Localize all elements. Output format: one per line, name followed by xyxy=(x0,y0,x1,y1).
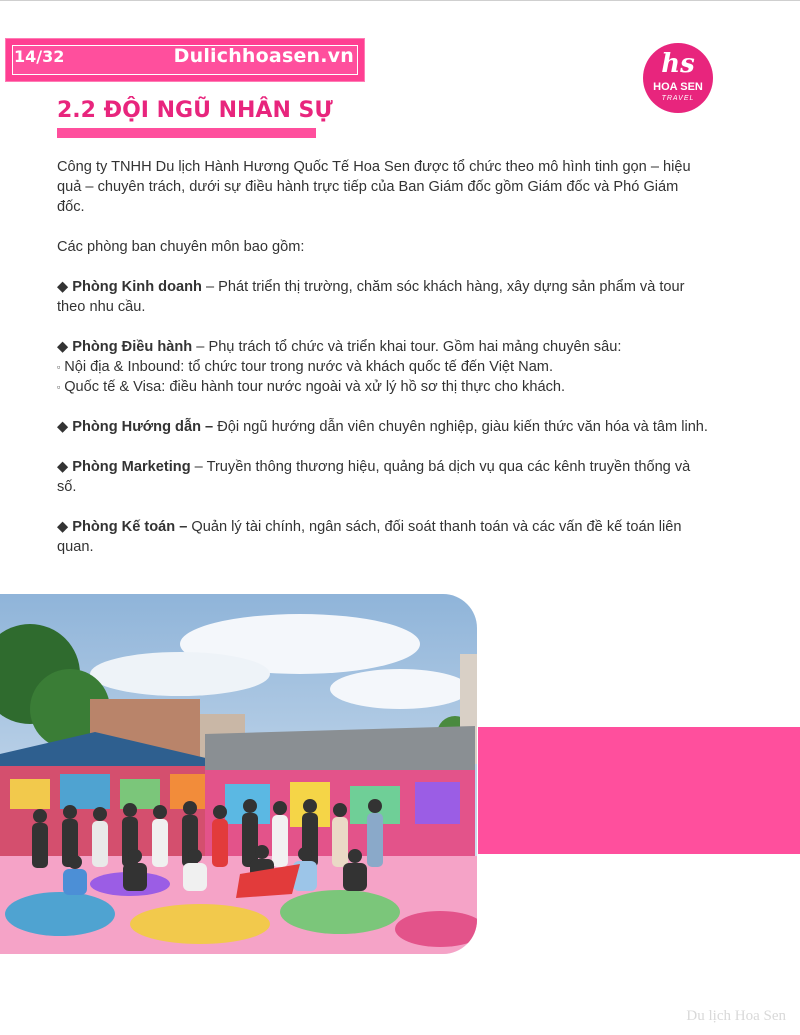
diamond-bullet-icon: ◆ xyxy=(57,419,69,435)
department-item xyxy=(57,417,709,437)
logo-name: HOA SEN xyxy=(653,81,703,93)
department-description: – Phụ trách tổ chức và triển khai tour. Gồm hai mảng chuyên sâu: xyxy=(192,339,622,355)
sub-item xyxy=(57,357,709,377)
page-number: 14/32 xyxy=(14,47,65,66)
watermark: Du lịch Hoa Sen xyxy=(686,1008,786,1024)
site-name[interactable]: Dulichhoasen.vn xyxy=(173,45,354,67)
header-bar xyxy=(5,38,365,82)
department-name: Phòng Hướng dẫn – xyxy=(72,419,214,435)
title-underline xyxy=(57,128,316,138)
department-item xyxy=(57,517,709,557)
diamond-bullet-icon: ◆ xyxy=(57,459,69,475)
department-name: Phòng Marketing xyxy=(72,459,191,475)
sub-item-text: Quốc tế & Visa: điều hành tour nước ngoài và xử lý hồ sơ thị thực cho khách. xyxy=(64,379,566,395)
team-group-photo xyxy=(0,594,477,954)
diamond-bullet-icon: ◆ xyxy=(57,279,69,295)
section-content xyxy=(57,157,709,577)
department-description: – Phát triển thị trường, chăm sóc khách hàng, xây dựng sản phẩm và tour theo nhu cầu. xyxy=(57,279,685,315)
section-title: 2.2 ĐỘI NGŨ NHÂN SỰ xyxy=(57,98,333,123)
top-rule xyxy=(0,0,800,1)
department-item xyxy=(57,337,709,397)
square-bullet-icon: ▫ xyxy=(57,382,61,392)
sub-item xyxy=(57,377,709,397)
department-name: Phòng Kế toán – xyxy=(72,519,188,535)
department-item xyxy=(57,277,709,317)
square-bullet-icon: ▫ xyxy=(57,362,61,372)
department-name: Phòng Điều hành xyxy=(72,339,193,355)
pink-accent-block xyxy=(478,727,800,854)
diamond-bullet-icon: ◆ xyxy=(57,519,69,535)
department-description: Đội ngũ hướng dẫn viên chuyên nghiệp, giàu kiến thức văn hóa và tâm linh. xyxy=(213,419,708,435)
department-description: – Truyền thông thương hiệu, quảng bá dịch vụ qua các kênh truyền thống và số. xyxy=(57,459,691,495)
intro-paragraph: Công ty TNHH Du lịch Hành Hương Quốc Tế Hoa Sen được tổ chức theo mô hình tinh gọn – hiệu quả – chuyên trách, dưới sự điều hành trực tiếp của Ban Giám đốc gồm Giám đốc và Phó Giám đốc. xyxy=(57,159,691,215)
department-item xyxy=(57,457,709,497)
logo-mark: hs xyxy=(661,49,695,79)
hoa-sen-logo xyxy=(643,43,713,113)
logo-tagline: TRAVEL xyxy=(661,95,695,102)
department-name: Phòng Kinh doanh xyxy=(72,279,202,295)
diamond-bullet-icon: ◆ xyxy=(57,339,69,355)
department-description: Quản lý tài chính, ngân sách, đối soát thanh toán và các vấn đề kế toán liên quan. xyxy=(57,519,682,555)
departments-lead-in: Các phòng ban chuyên môn bao gồm: xyxy=(57,239,305,255)
sub-item-text: Nội địa & Inbound: tổ chức tour trong nước và khách quốc tế đến Việt Nam. xyxy=(64,359,554,375)
